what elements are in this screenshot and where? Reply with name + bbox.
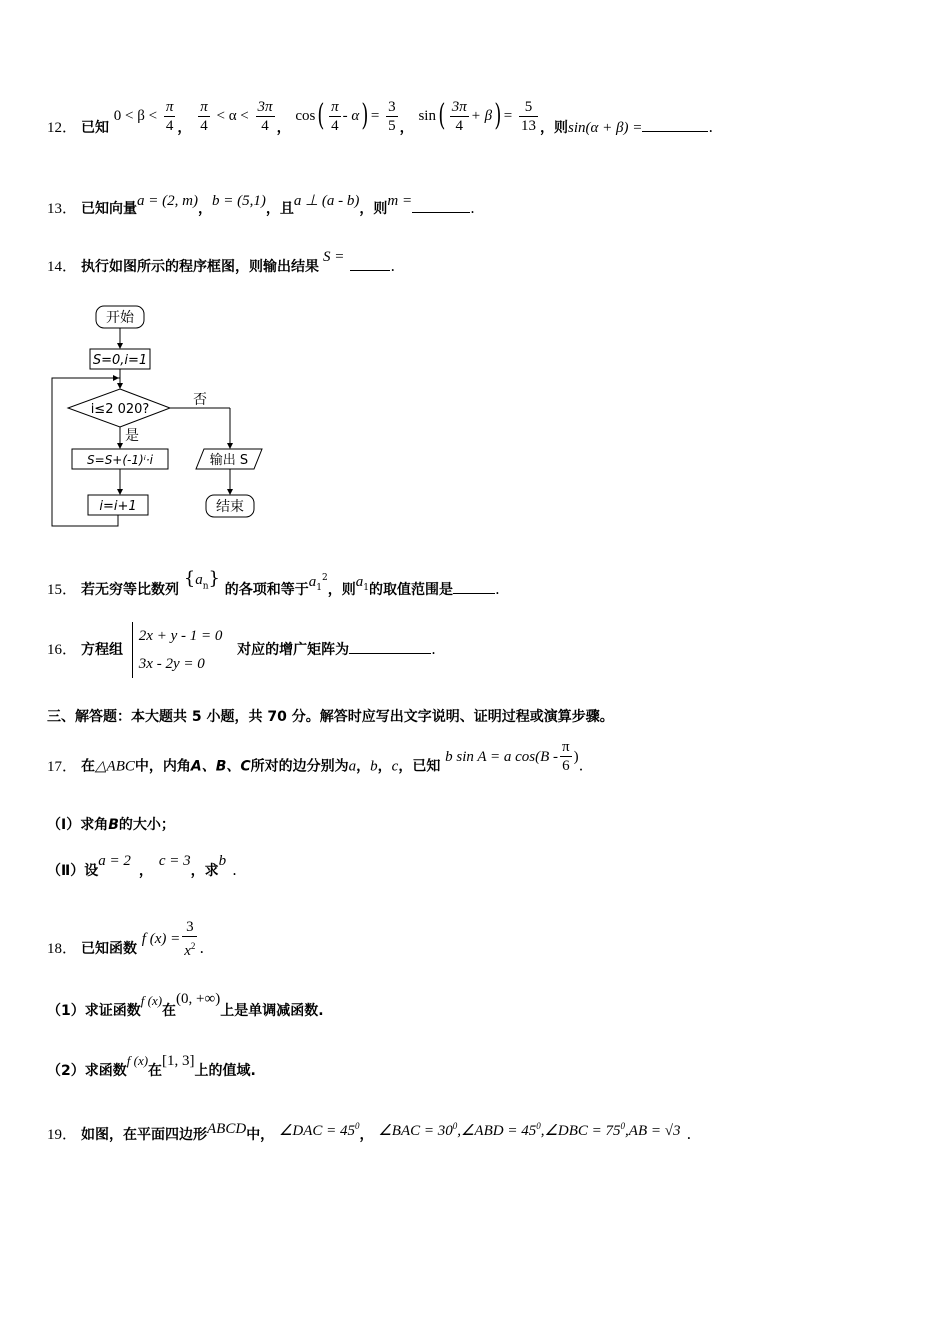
angle-dbc: ,∠DBC = $75^0$ [540, 1121, 626, 1139]
equation-2: 3x - 2y = 0 [138, 656, 205, 672]
flow-decision-label: i≤2 020? [90, 402, 150, 417]
answer-blank [412, 200, 470, 213]
answer-prompt: S = [323, 249, 345, 265]
fraction-pi-4-b: $\frac{\pi}{4}$ [200, 98, 208, 134]
question-number: 13． [47, 201, 78, 217]
answer-prompt: m = [387, 193, 413, 209]
fraction-3pi-4-b: $\frac{3\pi}{4}$ [451, 98, 467, 134]
quadrilateral-abcd: ABCD [207, 1121, 247, 1137]
fraction-3-5: $\frac{3}{5}$ [388, 98, 396, 134]
cos-label: cos [295, 108, 316, 124]
question-number: 15． [47, 582, 78, 598]
flow-end-label: 结束 [216, 499, 244, 515]
fraction-3pi-4: $\frac{3\pi}{4}$ [257, 98, 273, 134]
question-14: 14． 执行如图所示的程序框图，则输出结果S = . [47, 249, 396, 275]
angle-bac: ∠BAC = $30^0$ [378, 1121, 458, 1139]
question-17-part-2: （Ⅱ）设a = 2，c = 3，求b . [47, 853, 237, 879]
fraction-pi-6: $\frac{\pi}{6}$ [562, 739, 570, 774]
right-paren-icon: ) [494, 98, 502, 133]
function-f: f (x) = [141, 931, 181, 947]
flow-output-label: 输出 S [209, 453, 249, 468]
given-formula: b sin A = a cos(B - [445, 748, 559, 765]
triangle-abc: △ABC [95, 758, 135, 775]
question-16: 16． 方程组 2x + y - 1 = 0 3x - 2y = 0 对应的增广矩阵为 . [47, 622, 436, 678]
fraction-pi-4-c: $\frac{\pi}{4}$ [331, 98, 339, 134]
fraction-5-13: $\frac{5}{13}$ [521, 98, 537, 134]
flow-start-label: 开始 [106, 310, 134, 326]
question-number: 17． [47, 758, 78, 775]
question-lead: 已知 [81, 120, 110, 136]
sin-label: sin [418, 108, 436, 124]
fraction-pi-4: $\frac{\pi}{4}$ [165, 98, 174, 134]
question-18: 18． 已知函数 f (x) = $\frac{3}{x^2}$ . [47, 919, 205, 959]
flow-yes-label: 是 [125, 428, 139, 444]
flow-inc-label: i=i+1 [99, 499, 137, 514]
a1-term: $a_1$ [355, 574, 369, 593]
vector-b: b = (5,1) [211, 193, 266, 209]
section-heading: 三、解答题：本大题共 5 小题，共 70 分。解答时应写出文字说明、证明过程或演算步骤。 [47, 709, 614, 725]
angle-dac: ∠DAC = $45^0$ [278, 1121, 360, 1139]
sequence-an: $\{a_n\}$ [183, 568, 220, 592]
question-17-part-1: （Ⅰ）求角B的大小； [47, 817, 175, 833]
left-paren-icon: ( [438, 98, 446, 133]
answer-blank [642, 119, 708, 132]
answer-blank [350, 258, 390, 271]
fraction-3-x2: $\frac{3}{x^2}$ [184, 919, 196, 959]
flow-update-label: S=S+(-1)ⁱ·i [87, 453, 153, 467]
right-paren-icon: ) [361, 98, 369, 133]
question-17: 17． 在△ABC中，内角A、B、C所对的边分别为a，b，c，已知 b sin A = a cos(B - $\frac{\pi}{6}$ ). [47, 739, 584, 775]
vector-a: a = (2, m) [137, 193, 198, 209]
answer-blank [349, 641, 431, 654]
question-15: 15． 若无穷等比数列 $\{a_n\}$ 的各项和等于$a_1^2$，则$a_1$的取值范围是 . [47, 568, 500, 598]
perp-condition: a ⊥ (a - b) [293, 193, 360, 209]
left-paren-icon: ( [317, 98, 325, 133]
condition-beta: 0 < β < [113, 108, 158, 124]
question-18-part-1: （1）求证函数f (x)在(0, +∞)上是单调减函数. [47, 991, 324, 1019]
question-number: 14． [47, 259, 78, 275]
flow-init-label: S=0,i=1 [92, 353, 148, 368]
answer-prompt: sin(α + β) = [568, 120, 643, 136]
question-number: 16． [47, 642, 78, 658]
question-number: 19． [47, 1127, 78, 1143]
a1-squared: $a_1^2$ [308, 573, 328, 593]
flow-no-label: 否 [193, 392, 207, 408]
condition-alpha: < α < [216, 108, 249, 124]
question-12: 12． 已知 0 < β < $\frac{\pi}{4}$ ， $\frac{\pi}{4}$ < α < $\frac{3\pi}{4}$ ， cos( $\frac{\pi}{4}$ - α) = $\frac{3}{5}$ ， sin( $\frac{3\pi}{4}$ + β) = $\frac{5}{13}$ ，则sin(α + β) = . [47, 98, 714, 136]
question-19: 19． 如图，在平面四边形ABCD中， ∠DAC = $45^0$， ∠BAC = $30^0,\angle ABD$ = $45^0,\angle DBC = 75^0,AB = √3$ . [47, 1121, 692, 1143]
side-ab: ,AB = √3 [625, 1123, 681, 1139]
question-18-part-2: （2）求函数f (x)在[1, 3]上的值域. [47, 1053, 256, 1079]
angle-abd: ,∠ABD = $45^0$ [457, 1121, 541, 1139]
equation-system [132, 622, 223, 678]
question-number: 18． [47, 941, 78, 957]
question-number: 12． [47, 120, 78, 136]
answer-blank [453, 581, 495, 594]
flowchart [40, 300, 280, 535]
question-13: 13． 已知向量a = (2, m)，b = (5,1)，且a ⊥ (a - b)，则m = . [47, 193, 475, 217]
equation-1: 2x + y - 1 = 0 [138, 628, 223, 644]
